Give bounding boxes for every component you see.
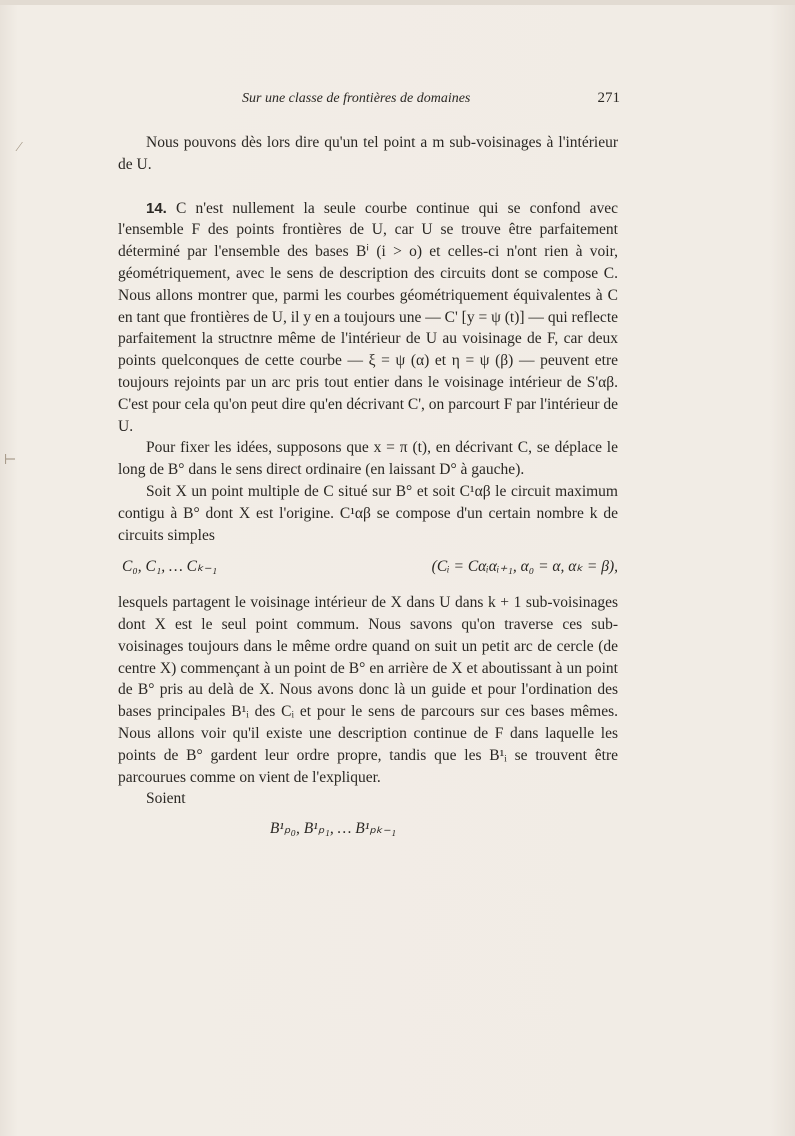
- display-formula: [118, 546, 618, 592]
- paragraph-2: Pour fixer les idées, supposons que x = π (t), en décrivant C, se déplace le long de B° dans le sens direct ordinaire (en laissant D° à gauche).: [118, 439, 618, 479]
- paragraph-3: Soit X un point multiple de C situé sur B° et soit C¹αβ le circuit maximum contigu à B° dont X est l'origine. C¹αβ se compose d'un certain nombre k de circuits simples: [118, 482, 618, 544]
- paragraph-0: Nous pouvons dès lors dire qu'un tel point a m sub-voisinages à l'intérieur de U.: [118, 134, 618, 173]
- paragraph-1-text: C n'est nullement la seule courbe continue qui se confond avec l'ensemble F des points frontières de U, car U se trouve être parfaitement déterminé par l'ensemble des bases Bⁱ (i > o) et celles-ci n'ont rien à voir, géométriquement, avec le sens de description des circuits dont se compose C. Nous allons montrer que, parmi les courbes géométriquement équivalentes à C en tant que frontières de U, il y en a toujours une — C' [y = ψ (t)] — qui reflecte parfaitement la structnre même de l'intérieur de U au voisinage de F, car deux points quelconques de cette courbe — ξ = ψ (α) et η = ψ (β) — peuvent etre toujours rejoints par un arc pris tout entier dans le voisinage intérieur de S'αβ. C'est pour cela qu'on peut dire qu'en décrivant C', on parcourt F par l'intérieur de U.: [118, 199, 618, 435]
- paragraph-4: lesquels partagent le voisinage intérieur de X dans U dans k + 1 sub-voisinages dont X est le seul point commum. Nous savons qu'on traverse ces sub-voisinages toujours dans le même ordre quand on suit un petit arc de cercle (de centre X) commençant à un point de B° en arrière de X et aboutissant à un point de B° pris au delà de X. Nous avons donc là un guide et pour l'ordination des bases principales B¹ᵢ des Cᵢ et pour le sens de parcours sur ces bases mêmes. Nous allons voir qu'il existe une description continue de F dans laquelle les points de B° gardent leur ordre propre, tandis que les B¹ᵢ se trouvent être parcourues comme on vient de l'expliquer.: [118, 594, 618, 786]
- bases-formula: B¹ₚ₀, B¹ₚ₁, … B¹ₚₖ₋₁: [269, 820, 397, 838]
- margin-mark-top: ⁄: [18, 140, 21, 155]
- page-top-edge: [0, 0, 795, 5]
- formula-circuits: C₀, C₁, … Cₖ₋₁: [122, 558, 218, 576]
- paragraph-1: [118, 198, 618, 438]
- margin-mark-mid: ⊢: [4, 453, 17, 468]
- page-number: 271: [597, 90, 620, 106]
- formula-definition: (Cᵢ = Cαᵢαᵢ₊₁, α₀ = α, αₖ = β),: [431, 558, 618, 576]
- paragraph-5: Soient: [146, 790, 186, 808]
- section-number: 14.: [146, 199, 167, 217]
- body-text: [118, 132, 618, 840]
- running-title: Sur une classe de frontières de domaines: [242, 91, 471, 106]
- running-header: [118, 88, 620, 110]
